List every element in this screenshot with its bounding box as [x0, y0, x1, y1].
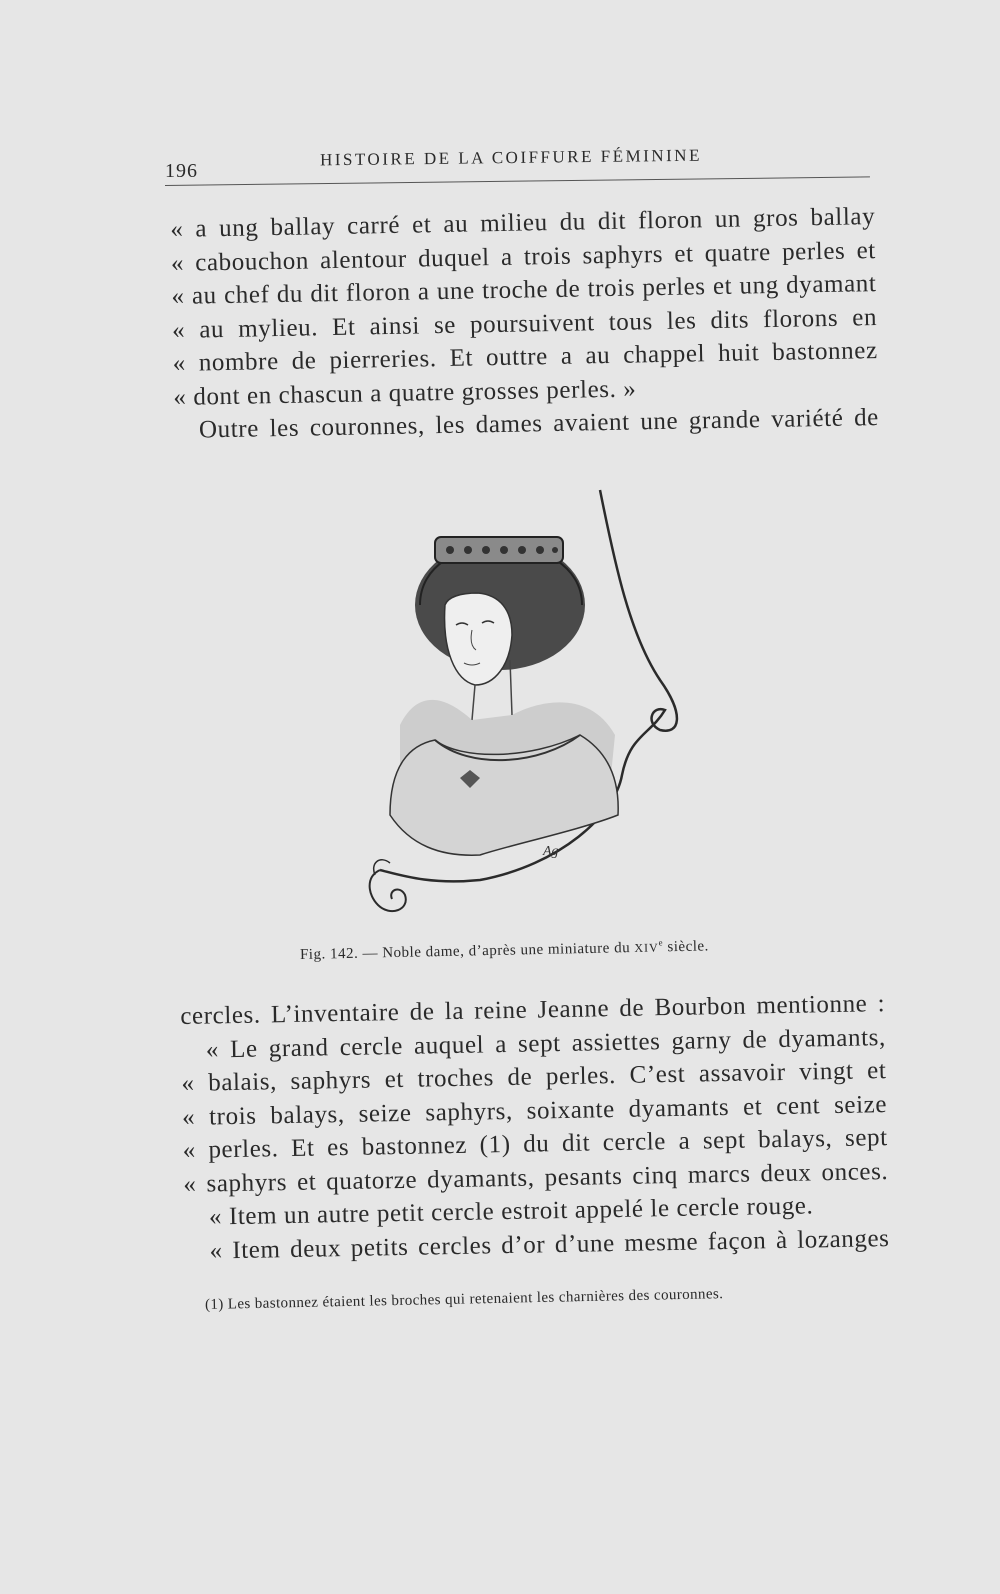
text-line: « cabouchon alentour duquel a trois saphyrs et quatre perles et — [170, 236, 877, 277]
page-header — [165, 140, 870, 180]
footnote: (1) Les bastonnez étaient les broches qui retenaient les charnières des couronnes. — [204, 1286, 724, 1313]
bottom-paragraph — [180, 987, 890, 1268]
text-line: « au chef du dit floron a une troche de trois perles et ung dyamant — [171, 270, 877, 310]
top-paragraph — [170, 200, 879, 447]
text-line: « nombre de pierreries. Et outtre a au chappel huit bastonnez — [172, 337, 878, 377]
caption-century: XIV — [634, 940, 659, 955]
running-title: HISTOIRE DE LA COIFFURE FÉMININE — [319, 145, 703, 170]
text-line: « a ung ballay carré et au milieu du dit floron un gros ballay — [170, 203, 876, 243]
caption-text-end: siècle. — [663, 938, 710, 956]
text-line: « trois balays, seize saphyrs, soixante dyamants et cent seize — [181, 1090, 888, 1131]
text-line: « Item un autre petit cercle estroit appelé le cercle rouge. — [208, 1192, 814, 1231]
text-line: « Le grand cercle auquel a sept assiettes garny de dyamants, — [205, 1023, 887, 1064]
page-number: 196 — [165, 160, 198, 182]
text-line: « saphyrs et quatorze dyamants, pesants cinq marcs deux onces. — [183, 1157, 889, 1198]
text-line: « au mylieu. Et ainsi se poursuivent tous les dits florons en — [171, 303, 878, 344]
engraver-signature: Ag — [543, 844, 559, 859]
text-line: « perles. Et es bastonnez (1) du dit cercle a sept balays, sept — [182, 1124, 888, 1164]
text-line: cercles. L’inventaire de la reine Jeanne de Bourbon mentionne : — [180, 990, 886, 1030]
text-line: « balais, saphyrs et troches de perles. C’est assavoir vingt et — [181, 1057, 887, 1097]
text-line: « dont en chascun a quatre grosses perles. » — [173, 374, 637, 411]
text-line: Outre les couronnes, les dames avaient une grande variété de — [198, 404, 880, 444]
caption-superscript: e — [658, 937, 664, 948]
face — [445, 593, 512, 685]
text-line: « Item deux petits cercles d’or d’une mesme façon à lozanges — [209, 1224, 890, 1264]
caption-text: Fig. 142. — Noble dame, d’après une miniature du — [299, 939, 635, 963]
